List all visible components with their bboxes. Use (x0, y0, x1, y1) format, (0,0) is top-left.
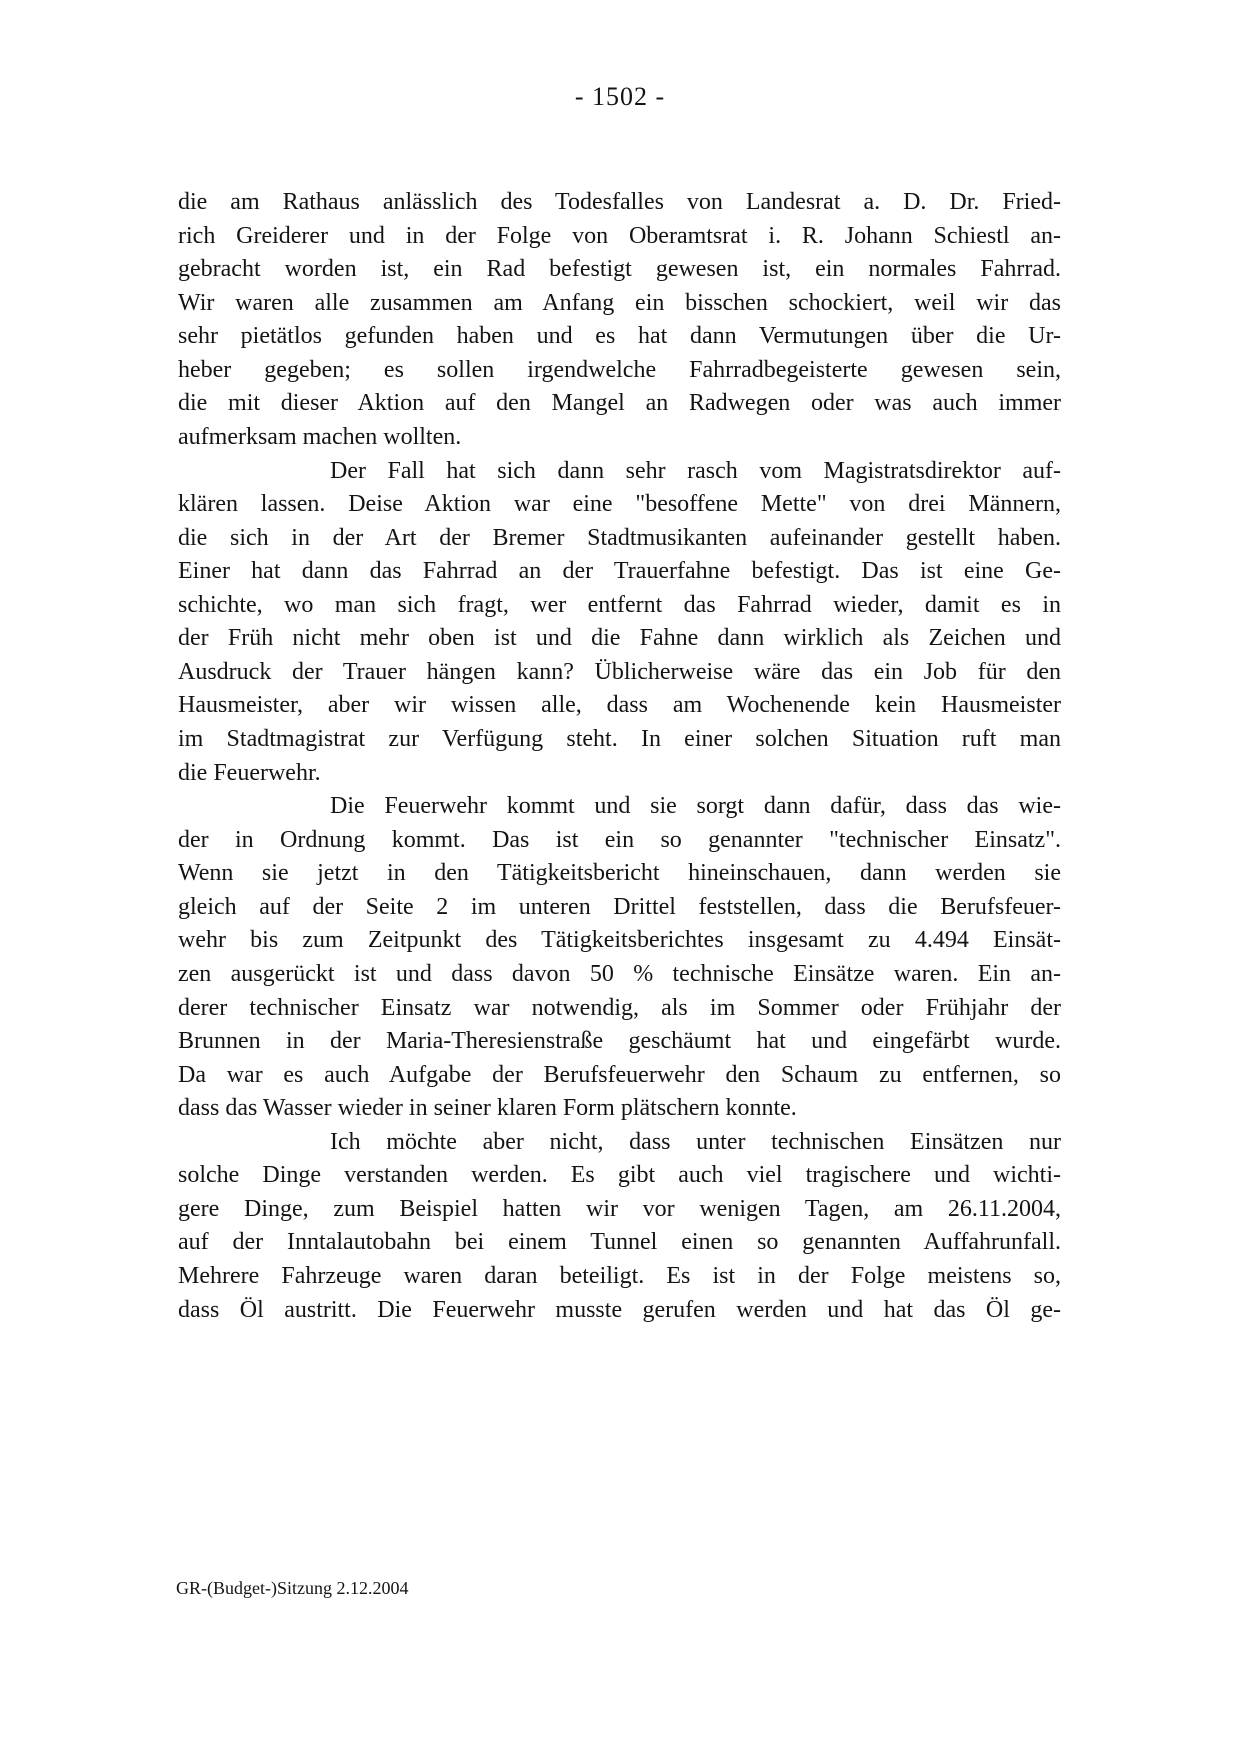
page-number: - 1502 - (574, 82, 666, 111)
text-line: auf der Inntalautobahn bei einem Tunnel einen so genannten Auffahrunfall. (178, 1229, 1061, 1256)
text-line: Hausmeister, aber wir wissen alle, dass am Wochenende kein Hausmeister (178, 692, 1061, 719)
paragraph (178, 1126, 1061, 1327)
text-line: Wir waren alle zusammen am Anfang ein bisschen schockiert, weil wir das (178, 289, 1061, 316)
text-line: gebracht worden ist, ein Rad befestigt gewesen ist, ein normales Fahrrad. (178, 256, 1061, 283)
text-line: die sich in der Art der Bremer Stadtmusikanten aufeinander gestellt haben. (178, 524, 1061, 551)
text-line: gleich auf der Seite 2 im unteren Drittel feststellen, dass die Berufsfeuer- (178, 893, 1061, 920)
text-line: Einer hat dann das Fahrrad an der Trauerfahne befestigt. Das ist eine Ge- (178, 558, 1061, 585)
text-line: Die Feuerwehr kommt und sie sorgt dann dafür, dass das wie- (330, 793, 1061, 820)
text-line: gere Dinge, zum Beispiel hatten wir vor wenigen Tagen, am 26.11.2004, (178, 1195, 1061, 1222)
text-line: Ausdruck der Trauer hängen kann? Üblicherweise wäre das ein Job für den (178, 658, 1061, 685)
text-line: klären lassen. Deise Aktion war eine "besoffene Mette" von drei Männern, (178, 491, 1061, 518)
text-line: die Feuerwehr. (178, 759, 321, 786)
text-line: rich Greiderer und in der Folge von Oberamtsrat i. R. Johann Schiestl an- (178, 222, 1061, 249)
text-line: Wenn sie jetzt in den Tätigkeitsbericht hineinschauen, dann werden sie (178, 860, 1061, 887)
paragraph (178, 455, 1061, 791)
text-line: Der Fall hat sich dann sehr rasch vom Magistratsdirektor auf- (330, 457, 1061, 484)
text-line: im Stadtmagistrat zur Verfügung steht. In einer solchen Situation ruft man (178, 726, 1061, 752)
body-text (178, 186, 1061, 1327)
text-line: wehr bis zum Zeitpunkt des Tätigkeitsberichtes insgesamt zu 4.494 Einsät- (178, 927, 1061, 954)
text-line: der Früh nicht mehr oben ist und die Fahne dann wirklich als Zeichen und (178, 625, 1061, 652)
text-line: der in Ordnung kommt. Das ist ein so genannter "technischer Einsatz". (178, 826, 1061, 853)
text-line: Brunnen in der Maria-Theresienstraße geschäumt hat und eingefärbt wurde. (178, 1028, 1061, 1055)
text-line: Ich möchte aber nicht, dass unter technischen Einsätzen nur (330, 1128, 1061, 1155)
text-line: zen ausgerückt ist und dass davon 50 % technische Einsätze waren. Ein an- (178, 960, 1061, 987)
text-line: schichte, wo man sich fragt, wer entfernt das Fahrrad wieder, damit es in (178, 591, 1061, 618)
paragraph (178, 790, 1061, 1126)
text-line: Mehrere Fahrzeuge waren daran beteiligt. Es ist in der Folge meistens so, (178, 1263, 1061, 1289)
text-line: derer technischer Einsatz war notwendig, als im Sommer oder Frühjahr der (178, 994, 1061, 1021)
text-line: dass das Wasser wieder in seiner klaren Form plätschern konnte. (178, 1095, 797, 1122)
text-line: aufmerksam machen wollten. (178, 423, 462, 450)
text-line: sehr pietätlos gefunden haben und es hat dann Vermutungen über die Ur- (178, 323, 1061, 350)
footer-note: GR-(Budget-)Sitzung 2.12.2004 (176, 1578, 409, 1598)
paragraph (178, 186, 1061, 455)
text-line: die am Rathaus anlässlich des Todesfalles von Landesrat a. D. Dr. Fried- (178, 189, 1061, 215)
text-line: dass Öl austritt. Die Feuerwehr musste gerufen werden und hat das Öl ge- (178, 1296, 1061, 1323)
text-line: solche Dinge verstanden werden. Es gibt auch viel tragischere und wichti- (178, 1162, 1061, 1189)
text-line: heber gegeben; es sollen irgendwelche Fahrradbegeisterte gewesen sein, (178, 356, 1061, 383)
text-line: Da war es auch Aufgabe der Berufsfeuerwehr den Schaum zu entfernen, so (178, 1061, 1061, 1088)
text-line: die mit dieser Aktion auf den Mangel an Radwegen oder was auch immer (178, 390, 1061, 417)
